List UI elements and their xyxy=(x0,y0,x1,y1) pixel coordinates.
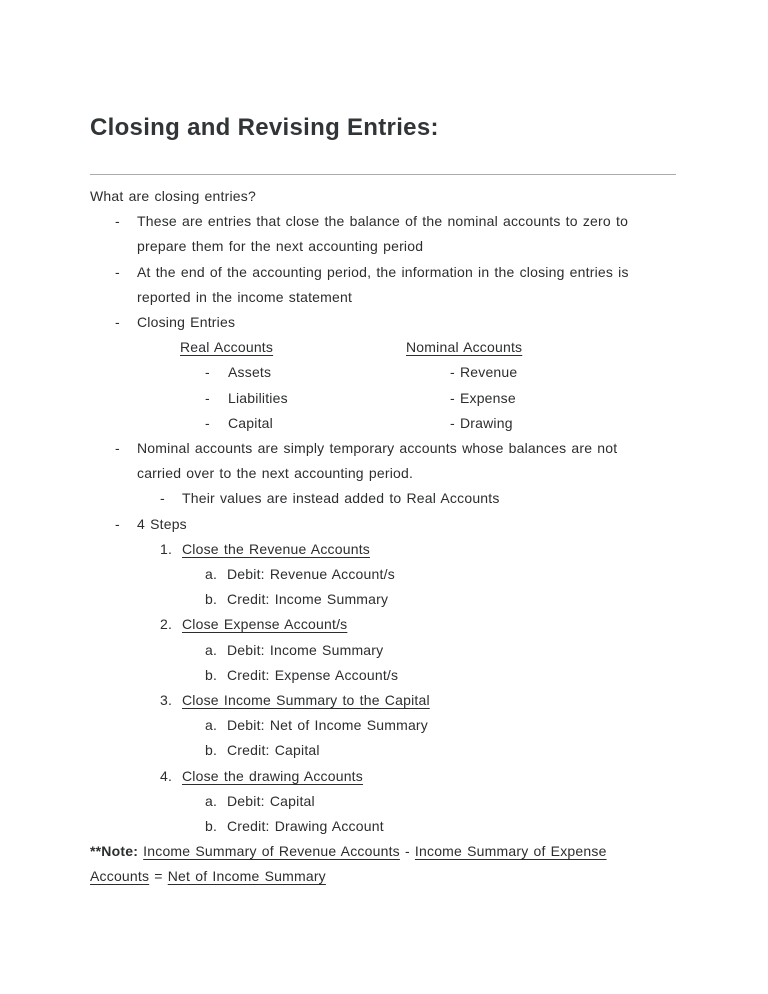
note-prefix: **Note: xyxy=(90,843,144,860)
page-title: Closing and Revising Entries: xyxy=(90,114,439,141)
intro-question: What are closing entries? xyxy=(90,188,256,204)
bullet-text: Their values are instead added to Real Accounts xyxy=(182,490,500,507)
step-subitem xyxy=(90,587,662,612)
bullet-item xyxy=(90,436,662,486)
step-number: 4. xyxy=(160,767,173,784)
account-item-text: Capital xyxy=(228,414,273,431)
subitem-text: Credit: Capital xyxy=(227,742,320,759)
note-underline-3: Net of Income Summary xyxy=(167,868,326,885)
step-title: Close Income Summary to the Capital xyxy=(182,692,430,709)
dash-bullet: - xyxy=(115,263,120,280)
bullet-item xyxy=(90,310,662,335)
nominal-accounts-header xyxy=(406,335,662,360)
bullet-text: Nominal accounts are simply temporary accounts whose balances are not carried over to the next accounting period. xyxy=(137,440,618,482)
subitem-text: Debit: Income Summary xyxy=(227,641,384,658)
bullet-text: 4 Steps xyxy=(137,515,187,532)
dash-bullet: - xyxy=(115,213,120,230)
note-underline-2: Income Summary of Expense Accounts xyxy=(90,843,607,885)
subitem-text: Debit: Net of Income Summary xyxy=(227,717,428,734)
subitem-text: Debit: Revenue Account/s xyxy=(227,566,395,583)
step-item xyxy=(90,764,662,789)
account-item xyxy=(180,386,406,411)
account-item-text: Liabilities xyxy=(228,389,288,406)
step-item xyxy=(90,688,662,713)
note-separator-1: - xyxy=(399,843,415,860)
subitem-marker: a. xyxy=(205,566,218,583)
dash-bullet: - xyxy=(205,364,210,381)
dash-bullet: - xyxy=(115,515,120,532)
account-item xyxy=(180,411,406,436)
step-number: 1. xyxy=(160,540,173,557)
account-item-text: Assets xyxy=(228,364,272,381)
step-number: 2. xyxy=(160,616,173,633)
account-item: - Revenue xyxy=(450,364,518,381)
account-item: - Expense xyxy=(450,389,516,406)
subitem-marker: a. xyxy=(205,641,218,658)
dash-bullet: - xyxy=(205,389,210,406)
bullet-item xyxy=(90,209,662,259)
bullet-item xyxy=(90,512,662,537)
real-accounts-header-text: Real Accounts xyxy=(180,339,274,356)
bullet-item xyxy=(90,260,662,310)
dash-bullet: - xyxy=(160,490,165,507)
step-title: Close the drawing Accounts xyxy=(182,767,363,784)
bullet-text: Closing Entries xyxy=(137,314,236,331)
note-underline-1: Income Summary of Revenue Accounts xyxy=(143,843,400,860)
step-title: Close the Revenue Accounts xyxy=(182,540,370,557)
step-item xyxy=(90,537,662,562)
subitem-text: Credit: Drawing Account xyxy=(227,818,384,835)
nominal-accounts-column xyxy=(406,335,662,436)
subitem-text: Credit: Income Summary xyxy=(227,591,389,608)
step-subitem xyxy=(90,663,662,688)
subitem-marker: b. xyxy=(205,742,218,759)
step-title: Close Expense Account/s xyxy=(182,616,348,633)
nominal-accounts-header-text: Nominal Accounts xyxy=(406,339,523,356)
note-paragraph xyxy=(90,839,662,889)
subitem-marker: a. xyxy=(205,717,218,734)
divider xyxy=(90,174,676,175)
real-accounts-column xyxy=(180,335,406,436)
dash-bullet: - xyxy=(205,414,210,431)
bullet-text: These are entries that close the balance of the nominal accounts to zero to prepare them for the next accounting period xyxy=(137,213,629,255)
bullet-subitem xyxy=(90,486,662,511)
note-separator-2: = xyxy=(149,868,168,885)
step-subitem xyxy=(90,789,662,814)
subitem-marker: b. xyxy=(205,666,218,683)
dash-bullet: - xyxy=(115,314,120,331)
step-number: 3. xyxy=(160,692,173,709)
bullet-text: At the end of the accounting period, the information in the closing entries is reported in the income statement xyxy=(137,263,629,305)
dash-bullet: - xyxy=(115,440,120,457)
subitem-marker: b. xyxy=(205,591,218,608)
document-body xyxy=(90,184,676,890)
accounts-table xyxy=(180,335,662,436)
subitem-marker: a. xyxy=(205,792,218,809)
step-subitem xyxy=(90,638,662,663)
account-item: - Drawing xyxy=(450,414,513,431)
step-item xyxy=(90,612,662,637)
subitem-marker: b. xyxy=(205,818,218,835)
subitem-text: Credit: Expense Account/s xyxy=(227,666,399,683)
step-subitem xyxy=(90,562,662,587)
real-accounts-header xyxy=(180,335,406,360)
step-subitem xyxy=(90,738,662,763)
account-item xyxy=(180,360,406,385)
subitem-text: Debit: Capital xyxy=(227,792,315,809)
step-subitem xyxy=(90,713,662,738)
step-subitem xyxy=(90,814,662,839)
